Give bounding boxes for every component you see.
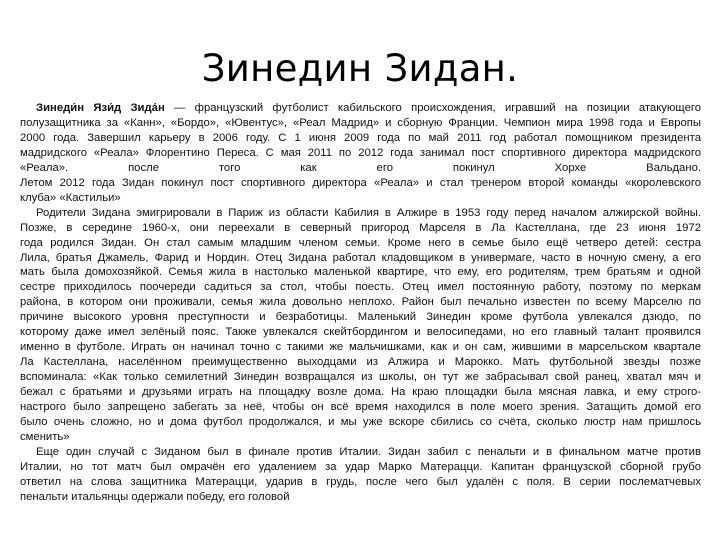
text-line: ответил на слова защитника Матерацци, ударив в грудь, после чего был удалён с поля. В серии послематчевых (20, 475, 701, 488)
text-line: мать была домохозяйкой. Семья жила в настолько маленькой квартире, что ему, его родителям, трем братьям и одной (20, 266, 701, 279)
text-line: было очень сложно, но и дома футбол продолжался, и мы уже вскоре сбились со счёта, сколько люстр нам пришлось (20, 416, 701, 429)
text-line: мадридского «Реала» Флорентино Переса. С мая 2011 по 2012 года занимал пост спортивного директора мадридского (20, 146, 701, 159)
text-line: которому даже имел зелёный пояс. Также увлекался скейтбордингом и велосипедами, но его главный талант проявился (20, 326, 701, 339)
text-line: Лила, братья Джамель, Фарид и Нордин. Отец Зидана работал кладовщиком в универмаге, часто в ночную смену, а его (20, 251, 701, 264)
text-line: полузащитника за «Канн», «Бордо», «Ювентус», «Реал Мадрид» и сборную Франции. Чемпион мира 1998 года и Европы (20, 116, 701, 129)
text-line: бежал с братьями и друзьями играть на площадку возле дома. На краю площадки была мясная лавка, и ему строго- (20, 386, 701, 399)
paragraph-childhood (20, 206, 701, 445)
text-line: года родился Зидан. Он стал самым младшим членом семьи. Кроме него в семье было ещё четверо детей: сестра (20, 236, 701, 249)
text-line: клуба» «Кастильи» (20, 191, 121, 204)
lead-name: Зинеди́н Язи́д Зида́н (36, 102, 165, 114)
text-line: «Реала». после того как его покинул Хорхе Вальдано. (20, 161, 701, 174)
text-line: Еще один случай с Зиданом был в финале против Италии. Зидан забил с пенальти и в финальном матче против (36, 445, 701, 458)
text-line: Италии, но тот матч был омрачён его удалением за удар Марко Матерацци. Капитан французской сборной грубо (20, 460, 701, 473)
paragraph-intro (20, 101, 701, 206)
text-line: сменить» (20, 430, 70, 443)
text-line: Летом 2012 года Зидан покинул пост спортивного директора «Реала» и стал тренером второй команды «королевского (20, 176, 701, 189)
article-body (20, 101, 701, 505)
paragraph-final (20, 445, 701, 505)
text-line: района, в котором они проживали, семья жила довольно неплохо. Район был печально известен по всему Марселю по (20, 296, 701, 309)
text-line: настрого было запрещено забегать за неё, чтобы он всё время находился в поле моего зрения. Затащить домой его (20, 401, 701, 414)
text-line: Ла Кастеллана, населённом преимущественно выходцами из Алжира и Марокко. Мать футбольной звезды позже (20, 356, 701, 369)
text-line: причине высокого уровня преступности и безработицы. Маленький Зинедин кроме футбола увлекался дзюдо, по (20, 311, 701, 324)
text-line: Зинеди́н Язи́д Зида́н — французский футболист кабильского происхождения, игравший на позиции атакующего (36, 102, 702, 114)
text-line: 2000 года. Завершил карьеру в 2006 году. С 1 июня 2009 года по май 2011 год работал помощником президента (20, 131, 701, 144)
text-line: Позже, в середине 1960-х, они переехали в северный пригород Марселя в Ла Кастеллана, где 23 июня 1972 (20, 221, 701, 234)
slide-title: Зинедин Зидан. (201, 47, 519, 90)
text-line: вспоминала: «Как только семилетний Зинедин возвращался из школы, он тут же забрасывал свой ранец, хватал мяч и (20, 371, 701, 384)
text-line: пенальти итальянцы одержали победу, его головой (20, 490, 290, 503)
text-line: сестре приходилось поочереди садиться за стол, чтобы поесть. Отец имел постоянную работу, поэтому по меркам (20, 281, 701, 294)
text-line: именно в футболе. Играть он начинал точно с такими же мальчишками, как и он сам, жившими в марсельском квартале (20, 341, 701, 354)
text-line: Родители Зидана эмигрировали в Париж из области Кабилия в Алжире в 1953 году перед началом алжирской войны. (36, 206, 701, 219)
